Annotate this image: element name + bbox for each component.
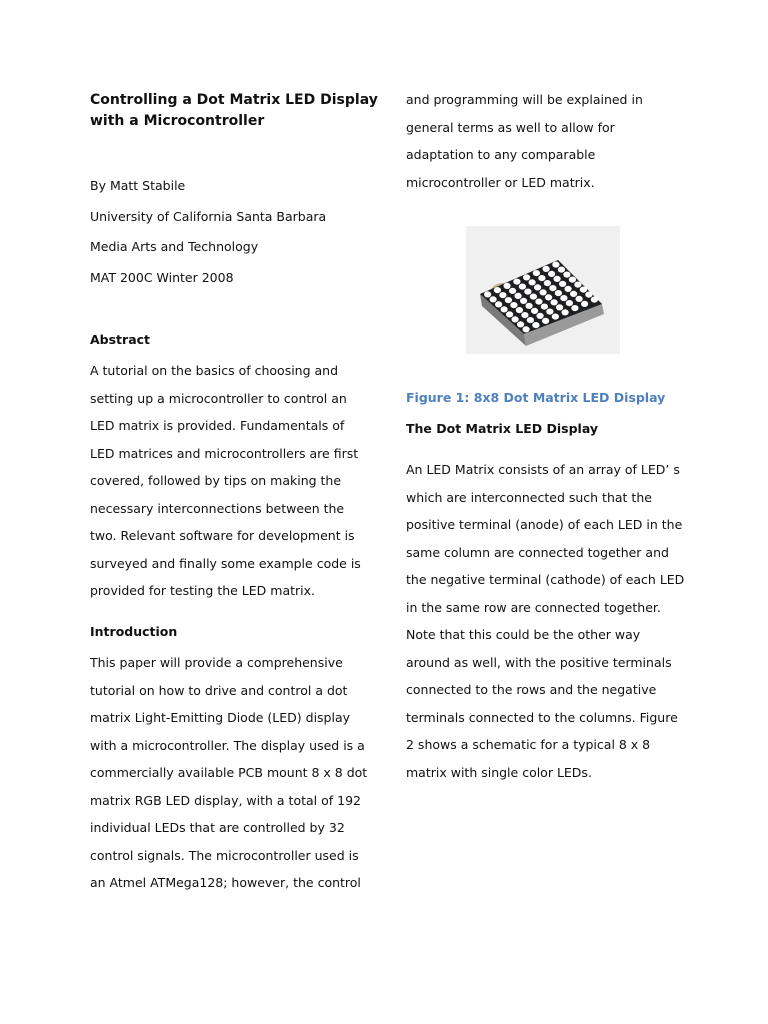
- led-dot: [569, 277, 576, 283]
- section-line: 2 shows a schematic for a typical 8 x 8: [406, 737, 651, 752]
- led-dot: [565, 286, 572, 292]
- led-dot: [512, 316, 519, 322]
- led-dot: [554, 276, 561, 282]
- intro-line: commercially available PCB mount 8 x 8 dot: [90, 765, 368, 780]
- led-dot: [484, 291, 491, 297]
- abstract-line: LED matrices and microcontrollers are first: [90, 445, 359, 461]
- abstract-line: surveyed and finally some example code is: [90, 555, 361, 571]
- intro-line: control signals. The microcontroller used is: [90, 847, 359, 863]
- section-line: An LED Matrix consists of an array of LED’ s: [406, 462, 680, 477]
- section-line: the negative terminal (cathode) of each LED: [406, 572, 685, 587]
- section-line: which are interconnected such that the: [406, 489, 652, 505]
- led-dot: [521, 312, 528, 318]
- module-top-face: [480, 260, 602, 334]
- introduction-body: [90, 655, 367, 903]
- led-dot: [505, 297, 512, 303]
- course-line: MAT 200C Winter 2008: [90, 270, 234, 285]
- led-dot: [556, 304, 563, 310]
- led-dot: [562, 309, 569, 315]
- intro-line: matrix Light-Emitting Diode (LED) display: [90, 710, 351, 725]
- led-dot: [509, 288, 516, 294]
- intro-line: matrix RGB LED display, with a total of 192: [90, 792, 361, 808]
- led-dot: [559, 281, 566, 287]
- led-dot: [535, 299, 542, 305]
- section-line: Note that this could be the other way: [406, 627, 641, 642]
- section-line: matrix with single color LEDs.: [406, 764, 592, 780]
- abstract-line: necessary interconnections between the: [90, 500, 345, 516]
- led-dot: [538, 275, 545, 281]
- led-dot: [513, 279, 520, 285]
- led-dot: [580, 287, 587, 293]
- abstract-line: A tutorial on the basics of choosing and: [90, 363, 339, 378]
- affiliation-line: University of California Santa Barbara: [90, 209, 327, 224]
- led-dot: [571, 305, 578, 311]
- led-dot: [581, 301, 588, 307]
- led-dot: [527, 317, 534, 323]
- led-dot: [515, 293, 522, 299]
- department-line: Media Arts and Technology: [90, 239, 259, 254]
- intro-line: tutorial on how to drive and control a dot: [90, 682, 348, 698]
- led-dot: [524, 289, 531, 295]
- led-dot: [523, 274, 530, 280]
- continued-line: adaptation to any comparable: [406, 147, 596, 162]
- section-line: terminals connected to the columns. Figure: [406, 709, 678, 725]
- abstract-line: LED matrix is provided. Fundamentals of: [90, 418, 345, 433]
- led-dot: [510, 302, 517, 308]
- led-dot: [541, 304, 548, 310]
- led-dot: [516, 307, 523, 313]
- section-heading: The Dot Matrix LED Display: [406, 421, 599, 436]
- section-line: connected to the rows and the negative: [406, 682, 657, 697]
- continued-line: microcontroller or LED matrix.: [406, 174, 595, 190]
- led-dot: [534, 284, 541, 290]
- intro-line: an Atmel ATMega128; however, the control: [90, 875, 361, 890]
- section-line: in the same row are connected together.: [406, 599, 661, 615]
- led-dot: [519, 284, 526, 290]
- led-matrix-figure: [466, 226, 620, 354]
- led-dot: [517, 321, 524, 327]
- continued-line: and programming will be explained in: [406, 92, 643, 107]
- led-dot: [560, 295, 567, 301]
- abstract-line: two. Relevant software for development is: [90, 528, 355, 543]
- led-dot: [530, 294, 537, 300]
- led-dot: [523, 326, 530, 332]
- led-dot: [529, 279, 536, 285]
- led-dot: [501, 306, 508, 312]
- led-dot: [520, 298, 527, 304]
- section-line: around as well, with the positive terminals: [406, 654, 672, 670]
- introduction-heading: Introduction: [90, 624, 178, 639]
- title-line-2: with a Microcontroller: [90, 113, 265, 129]
- led-dot: [585, 292, 592, 298]
- title-line-1: Controlling a Dot Matrix LED Display: [90, 92, 378, 108]
- led-dot: [531, 308, 538, 314]
- intro-line: This paper will provide a comprehensive: [90, 655, 343, 670]
- intro-line: with a microcontroller. The display used is a: [90, 737, 365, 753]
- led-dot: [526, 303, 533, 309]
- led-dot: [574, 282, 581, 288]
- continued-line: general terms as well to allow for: [406, 119, 615, 135]
- continued-body: [406, 92, 643, 202]
- led-dot: [490, 296, 497, 302]
- led-dot: [532, 322, 539, 328]
- led-dot: [533, 270, 540, 276]
- abstract-body: [90, 363, 361, 611]
- abstract-line: provided for testing the LED matrix.: [90, 583, 315, 598]
- abstract-line: setting up a microcontroller to control an: [90, 390, 347, 406]
- led-dot: [495, 301, 502, 307]
- section-body: [406, 462, 684, 792]
- paper-title: [90, 90, 380, 132]
- led-dot: [546, 309, 553, 315]
- led-dot: [540, 289, 547, 295]
- led-dot: [558, 267, 565, 273]
- led-matrix-photo-icon: [466, 226, 620, 354]
- led-dot: [544, 280, 551, 286]
- led-dot: [506, 311, 513, 317]
- led-dot: [551, 299, 558, 305]
- led-dot: [499, 292, 506, 298]
- abstract-line: covered, followed by tips on making the: [90, 473, 342, 488]
- led-dot: [494, 287, 501, 293]
- author-line: By Matt Stabile: [90, 178, 186, 193]
- figure-caption: Figure 1: 8x8 Dot Matrix LED Display: [406, 390, 666, 405]
- led-dot: [542, 318, 549, 324]
- led-dot: [566, 300, 573, 306]
- led-dot: [548, 271, 555, 277]
- led-dot: [591, 297, 598, 303]
- section-line: positive terminal (anode) of each LED in the: [406, 517, 683, 532]
- led-dot: [576, 296, 583, 302]
- led-dot: [504, 283, 511, 289]
- led-dot: [545, 294, 552, 300]
- led-dot: [552, 262, 559, 268]
- led-dot: [563, 272, 570, 278]
- section-line: same column are connected together and: [406, 544, 669, 560]
- intro-line: individual LEDs that are controlled by 32: [90, 820, 345, 835]
- abstract-heading: Abstract: [90, 332, 151, 347]
- led-dot: [543, 266, 550, 272]
- led-dot: [537, 313, 544, 319]
- led-dot: [555, 290, 562, 296]
- led-dot: [570, 291, 577, 297]
- led-dot: [549, 285, 556, 291]
- led-dot: [552, 314, 559, 320]
